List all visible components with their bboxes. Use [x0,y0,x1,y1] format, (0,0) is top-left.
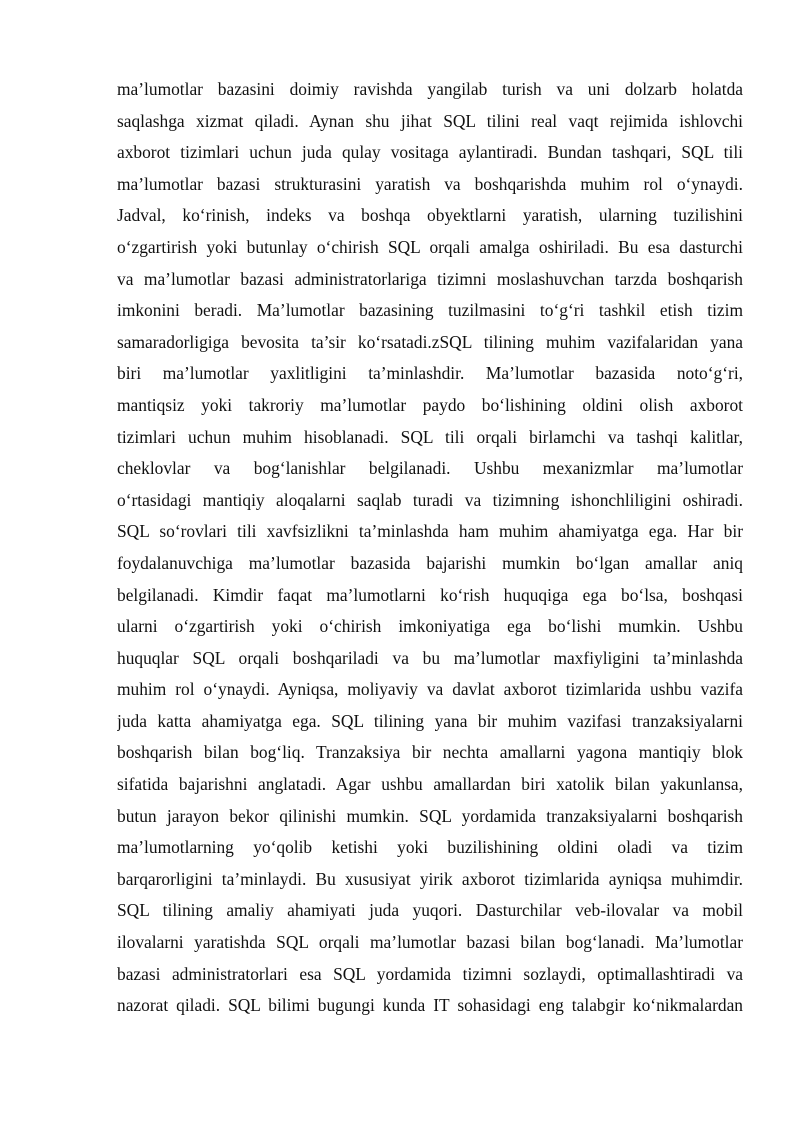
text-line-30: nazorat qiladi. SQL bilimi bugungi kunda IT sohasidagi eng talabgir ko‘nikmalardan [117,995,743,1016]
text-line-29: bazasi administratorlari esa SQL yordamida tizimni sozlaydi, optimallashtiradi va [117,963,743,984]
text-line-1: ma’lumotlar bazasini doimiy ravishda yangilab turish va uni dolzarb holatda [117,79,743,99]
text-line-7: va ma’lumotlar bazasi administratorlariga tizimni moslashuvchan tarzda boshqarish [117,268,743,289]
text-line-26: barqarorligini ta’minlaydi. Bu xususiyat yirik axborot tizimlarida ayniqsa muhimdir. [117,868,743,889]
text-line-28: ilovalarni yaratishda SQL orqali ma’lumotlar bazasi bilan bog‘lanadi. Ma’lumotlar [117,932,743,953]
text-line-22: boshqarish bilan bog‘liq. Tranzaksiya bir nechta amallarni yagona mantiqiy blok [117,742,743,763]
text-line-6: o‘zgartirish yoki butunlay o‘chirish SQL orqali amalga oshiriladi. Bu esa dasturchi [117,236,743,257]
text-line-25: ma’lumotlarning yo‘qolib ketishi yoki buzilishining oldini oladi va tizim [117,837,743,858]
text-line-24: butun jarayon bekor qilinishi mumkin. SQL yordamida tranzaksiyalarni boshqarish [117,805,743,826]
text-line-11: mantiqsiz yoki takroriy ma’lumotlar paydo bo‘lishining oldini olish axborot [117,394,743,415]
text-line-3: axborot tizimlari uchun juda qulay vositaga aylantiradi. Bundan tashqari, SQL tili [117,142,743,163]
text-line-17: belgilanadi. Kimdir faqat ma’lumotlarni ko‘rish huquqiga ega bo‘lsa, boshqasi [117,584,743,605]
text-line-2: saqlashga xizmat qiladi. Aynan shu jihat SQL tilini real vaqt rejimida ishlovchi [117,110,743,131]
text-line-13: cheklovlar va bog‘lanishlar belgilanadi. Ushbu mexanizmlar ma’lumotlar [117,458,743,479]
body-text [117,74,743,1022]
text-line-27: SQL tilining amaliy ahamiyati juda yuqori. Dasturchilar veb-ilovalar va mobil [117,900,743,921]
text-line-4: ma’lumotlar bazasi strukturasini yaratish va boshqarishda muhim rol o‘ynaydi. [117,173,743,194]
text-line-12: tizimlari uchun muhim hisoblanadi. SQL tili orqali birlamchi va tashqi kalitlar, [117,426,743,447]
text-line-21: juda katta ahamiyatga ega. SQL tilining yana bir muhim vazifasi tranzaksiyalarni [117,710,743,731]
text-line-8: imkonini beradi. Ma’lumotlar bazasining tuzilmasini to‘g‘ri tashkil etish tizim [117,300,743,321]
text-line-9: samaradorligiga bevosita ta’sir ko‘rsatadi.zSQL tilining muhim vazifalaridan yana [117,331,743,352]
text-line-16: foydalanuvchiga ma’lumotlar bazasida bajarishi mumkin bo‘lgan amallar aniq [117,552,743,573]
text-line-23: sifatida bajarishni anglatadi. Agar ushbu amallardan biri xatolik bilan yakunlansa, [117,774,743,795]
text-line-19: huquqlar SQL orqali boshqariladi va bu ma’lumotlar maxfiyligini ta’minlashda [117,647,743,668]
text-line-15: SQL so‘rovlari tili xavfsizlikni ta’minlashda ham muhim ahamiyatga ega. Har bir [117,521,743,542]
text-line-5: Jadval, ko‘rinish, indeks va boshqa obyektlarni yaratish, ularning tuzilishini [117,205,743,226]
text-line-14: o‘rtasidagi mantiqiy aloqalarni saqlab turadi va tizimning ishonchliligini oshiradi. [117,489,743,510]
text-line-10: biri ma’lumotlar yaxlitligini ta’minlashdir. Ma’lumotlar bazasida noto‘g‘ri, [117,363,743,384]
text-line-18: ularni o‘zgartirish yoki o‘chirish imkoniyatiga ega bo‘lishi mumkin. Ushbu [117,616,743,637]
text-line-20: muhim rol o‘ynaydi. Ayniqsa, moliyaviy va davlat axborot tizimlarida ushbu vazifa [117,679,743,700]
